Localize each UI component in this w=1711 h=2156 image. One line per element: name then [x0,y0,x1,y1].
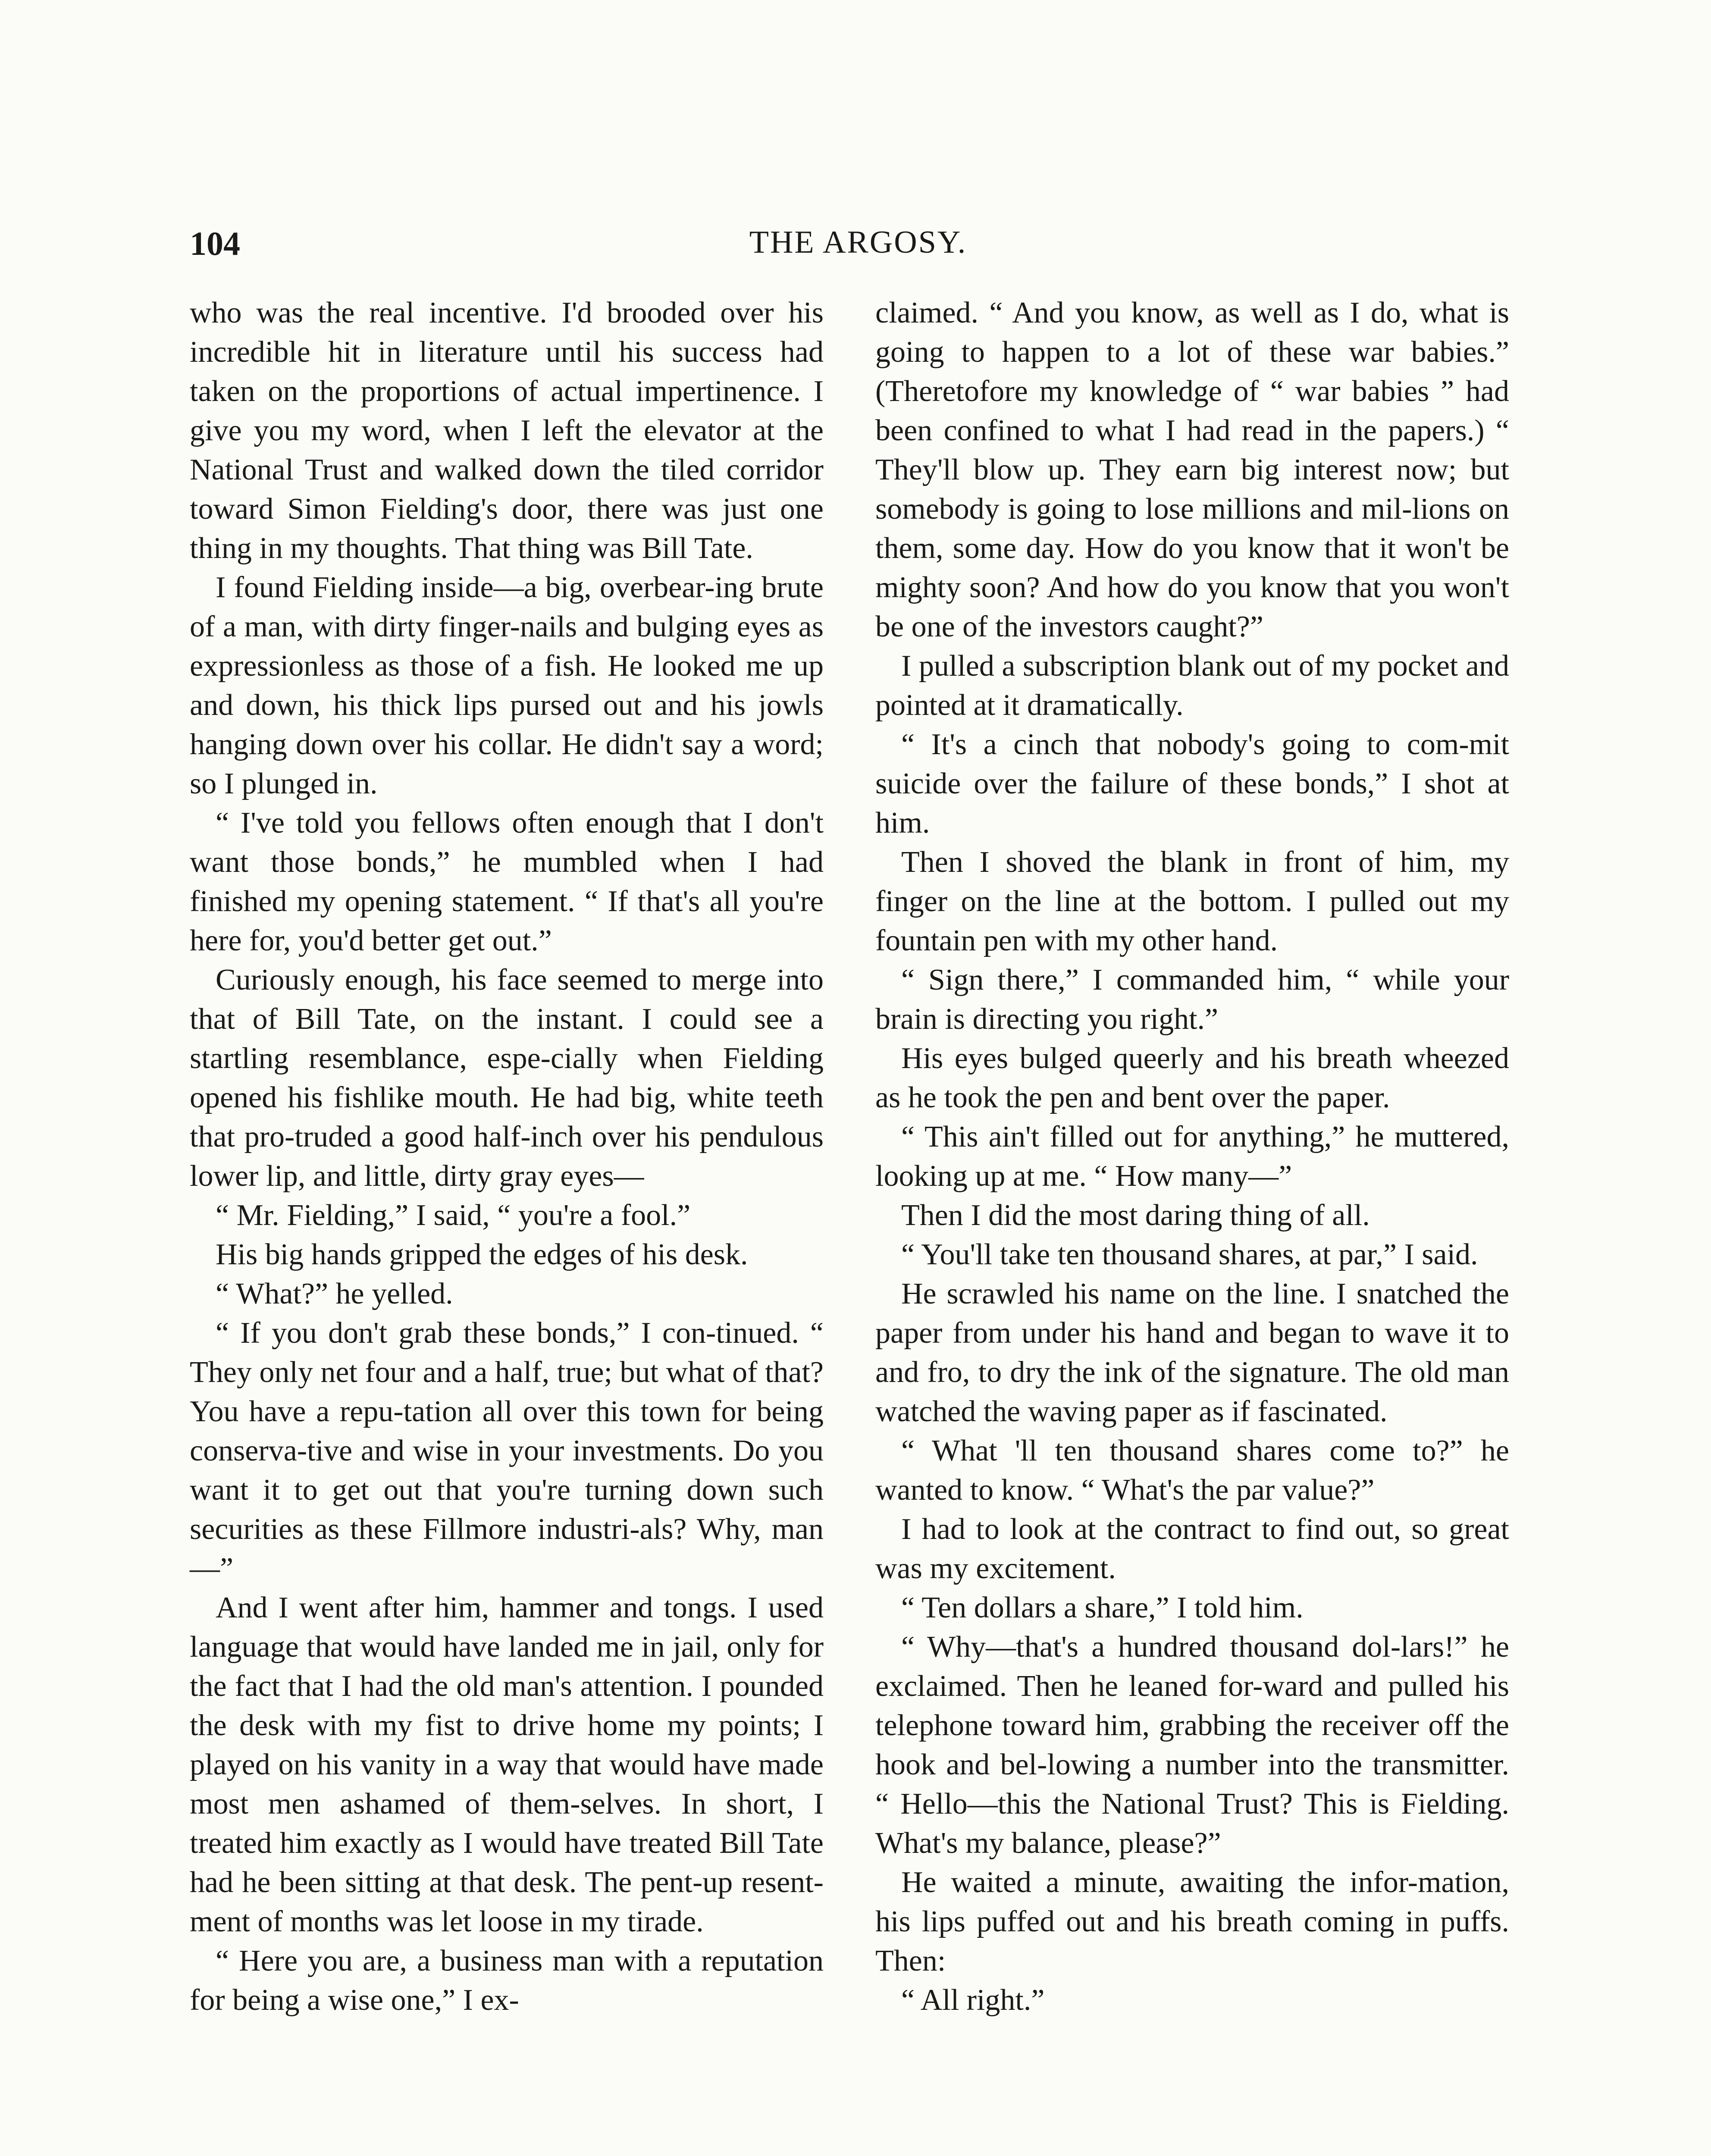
left-column [190,293,824,2020]
paragraph: I found Fielding inside—a big, overbear-ing brute of a man, with dirty finger-nails and bulging eyes as expressionless as those of a fish. He looked me up and down, his thick lips pursed out and his jowls hanging down over his collar. He didn't say a word; so I plunged in. [190,571,824,800]
paragraph: And I went after him, hammer and tongs. I used language that would have landed me in jail, only for the fact that I had the old man's attention. I pounded the desk with my fist to drive home my points; I played on his vanity in a way that would have made most men ashamed of them-selves. In short, I treated him exactly as I would have treated Bill Tate had he been sitting at that desk. The pent-up resent-ment of months was let loose in my tirade. [190,1591,824,1938]
paragraph: “ Why—that's a hundred thousand dol-lars!” he exclaimed. Then he leaned for-ward and pulled his telephone toward him, grabbing the receiver off the hook and bel-lowing a number into the transmitter. “ Hello—this the National Trust? This is Fielding. What's my balance, please?” [875,1630,1509,1860]
right-column [875,293,1509,2020]
paragraph: Curiously enough, his face seemed to merge into that of Bill Tate, on the instant. I could see a startling resemblance, espe-cially when Fielding opened his fishlike mouth. He had big, white teeth that pro-truded a good half-inch over his pendulous lower lip, and little, dirty gray eyes— [190,963,824,1193]
running-head [190,224,1526,272]
paragraph: “ What?” he yelled. [216,1277,453,1310]
paragraph: He scrawled his name on the line. I snatched the paper from under his hand and began to wave it to and fro, to dry the ink of the signature. The old man watched the waving paper as if fascinated. [875,1277,1509,1428]
paragraph: Then I shoved the blank in front of him, my finger on the line at the bottom. I pulled out my fountain pen with my other hand. [875,846,1509,957]
paragraph: I pulled a subscription blank out of my pocket and pointed at it dramatically. [875,649,1509,722]
paragraph: “ What 'll ten thousand shares come to?” he wanted to know. “ What's the par value?” [875,1434,1509,1507]
running-title: THE ARGOSY. [749,225,967,260]
paragraph: Then I did the most daring thing of all. [901,1199,1370,1232]
paragraph: “ This ain't filled out for anything,” he muttered, looking up at me. “ How many—” [875,1120,1509,1193]
paragraph: “ All right.” [901,1984,1045,2017]
paragraph: “ Sign there,” I commanded him, “ while your brain is directing you right.” [875,963,1509,1036]
paragraph: claimed. “ And you know, as well as I do, what is going to happen to a lot of these war babies.” (Theretofore my knowledge of “ war babies ” had been confined to what I had read in the papers.) “ They'll blow up. They earn big interest now; but somebody is going to lose millions and mil-lions on them, some day. How do you know that it won't be mighty soon? And how do you know that you won't be one of the investors caught?” [875,296,1509,643]
paragraph: “ Ten dollars a share,” I told him. [901,1591,1304,1624]
paragraph: “ You'll take ten thousand shares, at par,” I said. [901,1238,1478,1271]
paragraph: I had to look at the contract to find out, so great was my excitement. [875,1513,1509,1585]
paragraph: “ If you don't grab these bonds,” I con-tinued. “ They only net four and a half, true; but what of that? You have a repu-tation all over this town for being conserva-tive and wise in your investments. Do you want it to get out that you're turning down such securities as these Fillmore industri-als? Why, man—” [190,1316,824,1585]
paragraph: He waited a minute, awaiting the infor-mation, his lips puffed out and his breath coming in puffs. Then: [875,1866,1509,1977]
paragraph: “ Mr. Fielding,” I said, “ you're a fool.” [216,1199,691,1232]
paragraph: “ I've told you fellows often enough that I don't want those bonds,” he mumbled when I had finished my opening statement. “ If that's all you're here for, you'd better get out.” [190,806,824,957]
paragraph: “ Here you are, a business man with a reputation for being a wise one,” I ex- [190,1944,824,2017]
page-number: 104 [190,225,240,262]
paragraph: His eyes bulged queerly and his breath wheezed as he took the pen and bent over the paper. [875,1042,1509,1114]
paragraph: who was the real incentive. I'd brooded over his incredible hit in literature until his success had taken on the proportions of actual impertinence. I give you my word, when I left the elevator at the National Trust and walked down the tiled corridor toward Simon Fielding's door, there was just one thing in my thoughts. That thing was Bill Tate. [190,296,824,565]
paragraph: “ It's a cinch that nobody's going to com-mit suicide over the failure of these bonds,” I shot at him. [875,728,1509,840]
paragraph: His big hands gripped the edges of his desk. [216,1238,748,1271]
